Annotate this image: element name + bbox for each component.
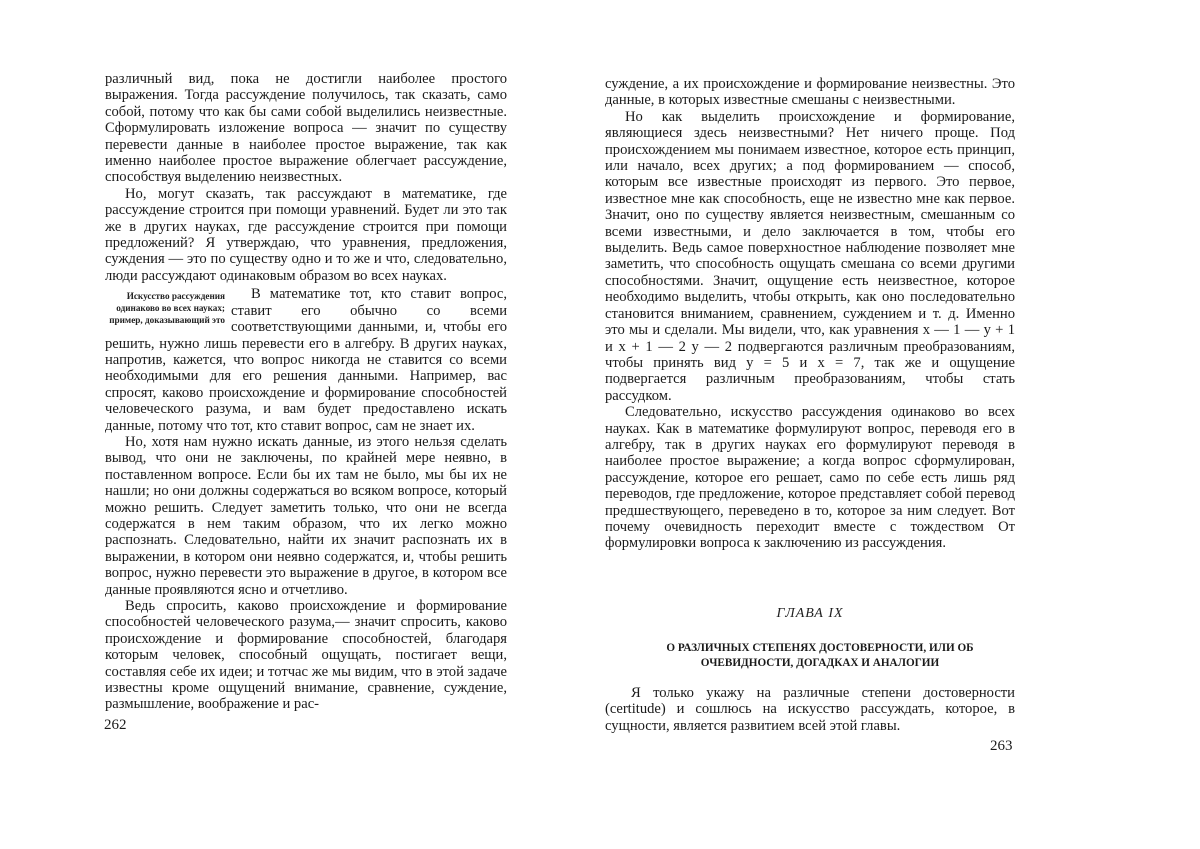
chapter-title: О РАЗЛИЧНЫХ СТЕПЕНЯХ ДОСТОВЕРНОСТИ, ИЛИ ОБ ОЧЕВИДНОСТИ, ДОГАДКАХ И АНАЛОГИИ bbox=[666, 642, 974, 669]
page-number-right: 263 bbox=[990, 738, 1013, 754]
left-page-text bbox=[105, 71, 507, 713]
paragraph: Но, хотя нам нужно искать данные, из этого нельзя сделать вывод, что они не заключены, по крайней мере неявно, в поставленном вопросе. Если бы их там не было, мы бы их не нашли; но они должны содержаться во всяком вопросе, который можно решить. Следует заметить только, что они не всегда содержатся в нем таким образом, что их легко можно распознать. Следовательно, найти их значит распознать их в выражении, в котором они неявно содержатся, и, чтобы решить вопрос, нужно перевести это выражение в другое, в котором все данные проявляются ясно и отчетливо. bbox=[105, 433, 507, 598]
paragraph-text: В математике тот, кто ставит вопрос, ставит его обычно со всеми соответствующими данными, и, чтобы его решить, нужно лишь перевести его в алгебру. В других науках, напротив, кажется, что вопрос никогда не ставится со всеми необходимыми для его решения данными. Например, вас спросят, каково происхождение и формирование способностей человеческого разума, и вам будет предоставлено искать данные, потому что тот, кто ставит вопрос, сам не знает их. bbox=[105, 286, 507, 434]
paragraph: различный вид, пока не достигли наиболее простого выражения. Тогда рассуждение получилось, так сказать, само собой, потому что как бы сами собой выделились неизвестные. Сформулировать изложение вопроса — значит по существу перевести данные в наиболее простое выражение, так как именно наиболее простое выражение облегчает рассуждение, способствуя выделению неизвестных. bbox=[105, 71, 507, 186]
chapter-intro bbox=[605, 685, 1015, 734]
page-number-left: 262 bbox=[104, 717, 127, 733]
paragraph: суждение, а их происхождение и формирование неизвестны. Это данные, в которых известные смешаны с неизвестными. bbox=[605, 76, 1015, 109]
right-page-text bbox=[605, 76, 1015, 552]
paragraph: Следовательно, искусство рассуждения одинаково во всех науках. Как в математике формулируют вопрос, переводя его в алгебру, так в других науках его формулируют переводя в наиболее простое выражение; а когда вопрос сформулирован, рассуждение, которое его решает, само по себе есть лишь ряд переводов, где предложение, которое представляет собой перевод предшествующего, переведено в то, которое за ним следует. Вот почему очевидность переходит вместе с тождеством От формулировки вопроса к заключению из рассуждения. bbox=[605, 404, 1015, 552]
paragraph: Но как выделить происхождение и формирование, являющиеся здесь неизвестными? Нет ничего проще. Под происхождением мы понимаем известное, которое есть принцип, или начало, всех других; а под формированием — способ, которым все известные происходят из первого. Это первое, известное мне как способность, еще не известно мне как первое. Значит, оно по существу является неизвестным, смешанным со всеми известными, и дело заключается в том, чтобы его выделить. Ведь самое поверхностное наблюдение позволяет мне заметить, что способность ощущать смешана со всеми другими способностями. Значит, ощущение есть неизвестное, которое необходимо выделить, чтобы открыть, как оно последовательно становится вниманием, сравнением, суждением и т. д. Именно это мы и сделали. Мы видели, что, как уравнения x — 1 — y + 1 и x + 1 — 2 y — 2 подвергаются различным преобразованиям, чтобы принять вид y = 5 и x = 7, так же и ощущение подвергается различным преобразованиям, чтобы стать рассудком. bbox=[605, 108, 1015, 404]
margin-note: Искусство рассуждения одинаково во всех науках; пример, доказывающий это bbox=[109, 291, 225, 326]
chapter-label: ГЛАВА IX bbox=[776, 606, 844, 621]
paragraph: Ведь спросить, каково происхождение и формирование способностей человеческого разума,— значит спросить, каково происхождение и формирование способностей, благодаря которым человек, способный ощущать, постигает вещи, составляя себе их идеи; и тотчас же мы видим, что в этой задаче известны кроме ощущений внимание, сравнение, суждение, размышление, воображение и рас- bbox=[105, 598, 507, 713]
chapter-intro-paragraph: Я только укажу на различные степени достоверности (certitude) и сошлюсь на искусство рассуждать, которое, в сущности, является развитием всей этой главы. bbox=[605, 685, 1015, 734]
annotated-paragraph bbox=[105, 286, 507, 434]
paragraph: Но, могут сказать, так рассуждают в математике, где рассуждение строится при помощи уравнений. Будет ли это так же в других науках, где рассуждение строится при помощи предложений? Я утверждаю, что уравнения, предложения, суждения — это по существу одно и то же и что, следовательно, люди рассуждают одинаковым образом во всех науках. bbox=[105, 185, 507, 284]
